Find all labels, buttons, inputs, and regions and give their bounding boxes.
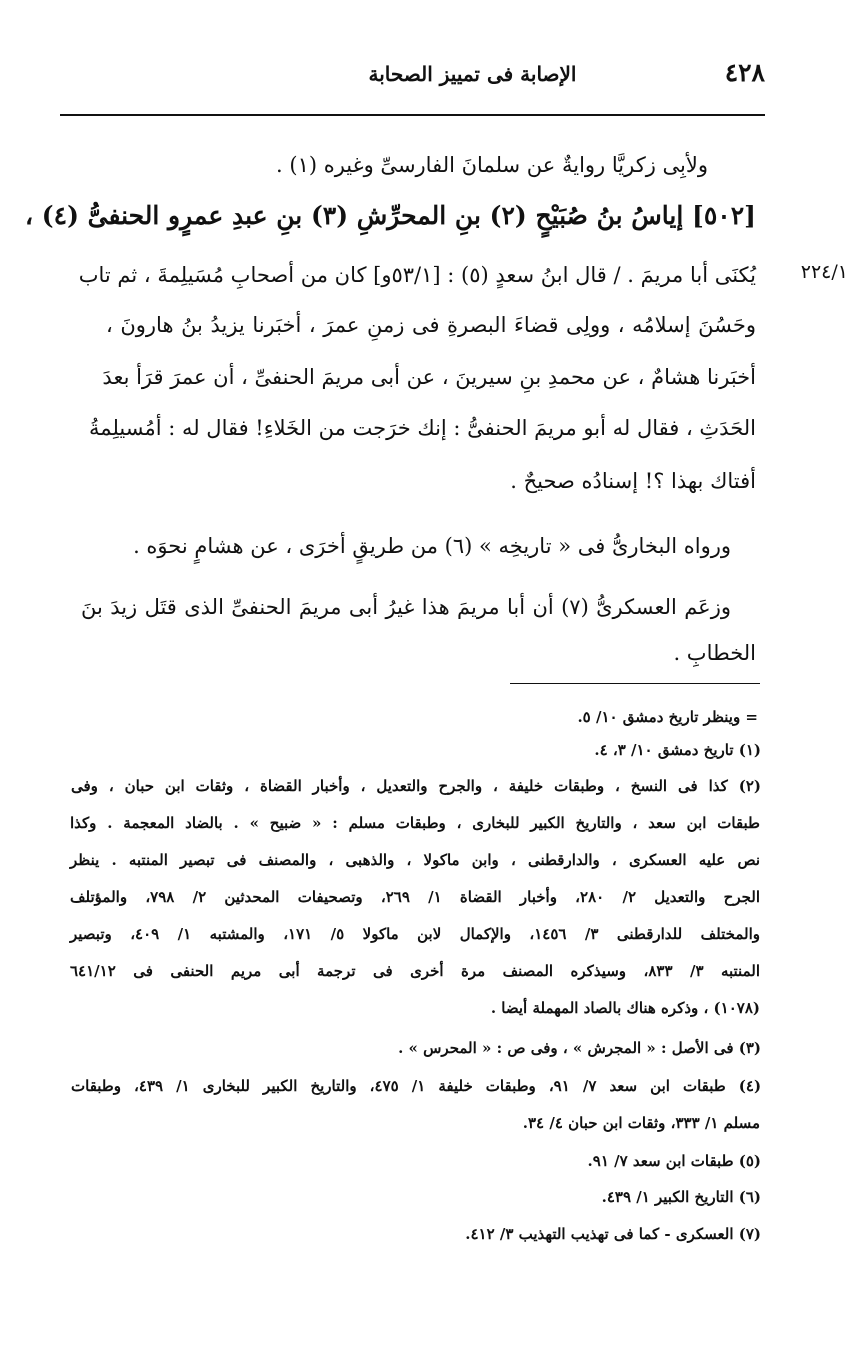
footnote-2-line: (٢) كذا فى النسخ ، وطبقات خليفة ، والجرح والتعديل ، وأخبار القضاة ، وثقات ابن حبان ، وفى [71,777,761,795]
paragraph-bukhari: ورواه البخارىُّ فى « تاريخِه » (٦) من طريقٍ أخرَى ، عن هشامٍ نحوَه . [133,534,731,558]
paragraph-askari: وزعَم العسكرىُّ (٧) أن أبا مريمَ هذا غيرُ أبى مريمَ الحنفىِّ الذى قتَل زيدَ بنَ [81,595,731,619]
footnote-5: (٥) طبقات ابن سعد ٧/ ٩١. [587,1152,761,1170]
page-header [60,58,765,98]
header-rule [60,114,765,116]
footnote-2-line: نص عليه العسكرى ، والدارقطنى ، وابن ماكولا ، والذهبى ، والمصنف فى تبصير المنتبه . ينظر [70,851,760,869]
footnote-6: (٦) التاريخ الكبير ١/ ٤٣٩. [601,1188,761,1206]
body-line: يُكنَى أبا مريمَ . / قال ابنُ سعدٍ (٥) : [٥٣/١و] كان من أصحابِ مُسَيلِمةَ ، ثم تاب [78,263,756,287]
body-line: الحَدَثِ ، فقال له أبو مريمَ الحنفىُّ : إنك خرَجت من الخَلاءِ! فقال له : أمُسيلِمةُ [89,416,756,440]
footnote-2-line: والمختلف للدارقطنى ٣/ ١٤٥٦، والإكمال لابن ماكولا ٥/ ١٧١، والمشتبه ١/ ٤٠٩، وتبصير [70,925,761,943]
page-number: ٤٢٨ [724,58,765,87]
footnote-2-line: (١٠٧٨) ، وذكره هناك بالصاد المهملة أيضا . [490,999,760,1017]
body-line: أخبَرنا هشامٌ ، عن محمدِ بنِ سيرينَ ، عن أبى مريمَ الحنفىِّ ، أن عمرَ قرَأ بعدَ [102,365,756,389]
footnote-continuation: = وينظر تاريخ دمشق ١٠/ ٥. [577,708,758,726]
entry-heading: [٥٠٢] إياسُ بنُ صُبَيْحٍ (٢) بنِ المحرِّشِ (٣) بنِ عبدِ عمرٍو الحنفىُّ (٤) ، [25,201,756,230]
footnote-3: (٣) فى الأصل : « المجرش » ، وفى ص : « المحرس » . [398,1039,761,1057]
paragraph-askari-end: الخطابِ . [673,641,756,665]
footnote-1: (١) تاريخ دمشق ١٠/ ٣، ٤. [594,741,761,759]
footnote-2-line: الجرح والتعديل ٢/ ٢٨٠، وأخبار القضاة ١/ ٢٦٩، وتصحيفات المحدثين ٢/ ٧٩٨، والمؤتلف [70,888,761,906]
margin-reference: ٢٢٤/١ [800,261,848,283]
body-line-1: ولأبِى زكريَّا روايةٌ عن سلمانَ الفارسىِّ وغيره (١) . [276,153,708,177]
running-title: الإصابة فى تمييز الصحابة [368,62,577,86]
footnote-2-line: المنتبه ٣/ ٨٣٣، وسيذكره المصنف مرة أخرى فى ترجمة أبى مريم الحنفى فى ٦٤١/١٢ [70,962,760,980]
body-line: أفتاك بهذا ؟! إسنادُه صحيحٌ . [510,469,756,493]
footnote-rule [510,683,760,684]
footnote-2-line: طبقات ابن سعد ، والتاريخ الكبير للبخارى ، وطبقات مسلم : « ضبيح » . بالضاد المعجمة . وكذا [70,814,760,832]
footnote-4-line: (٤) طبقات ابن سعد ٧/ ٩١، وطبقات خليفة ١/ ٤٧٥، والتاريخ الكبير للبخارى ١/ ٤٣٩، وطبقات [71,1077,762,1095]
footnote-4-line: مسلم ١/ ٣٣٣، وثقات ابن حبان ٤/ ٣٤. [522,1114,760,1132]
footnote-7: (٧) العسكرى - كما فى تهذيب التهذيب ٣/ ٤١٢. [465,1225,761,1243]
body-line: وحَسُنَ إسلامُه ، وولِى قضاءَ البصرةِ فى زمنِ عمرَ ، أخبَرنا يزيدُ بنُ هارونَ ، [106,313,756,337]
